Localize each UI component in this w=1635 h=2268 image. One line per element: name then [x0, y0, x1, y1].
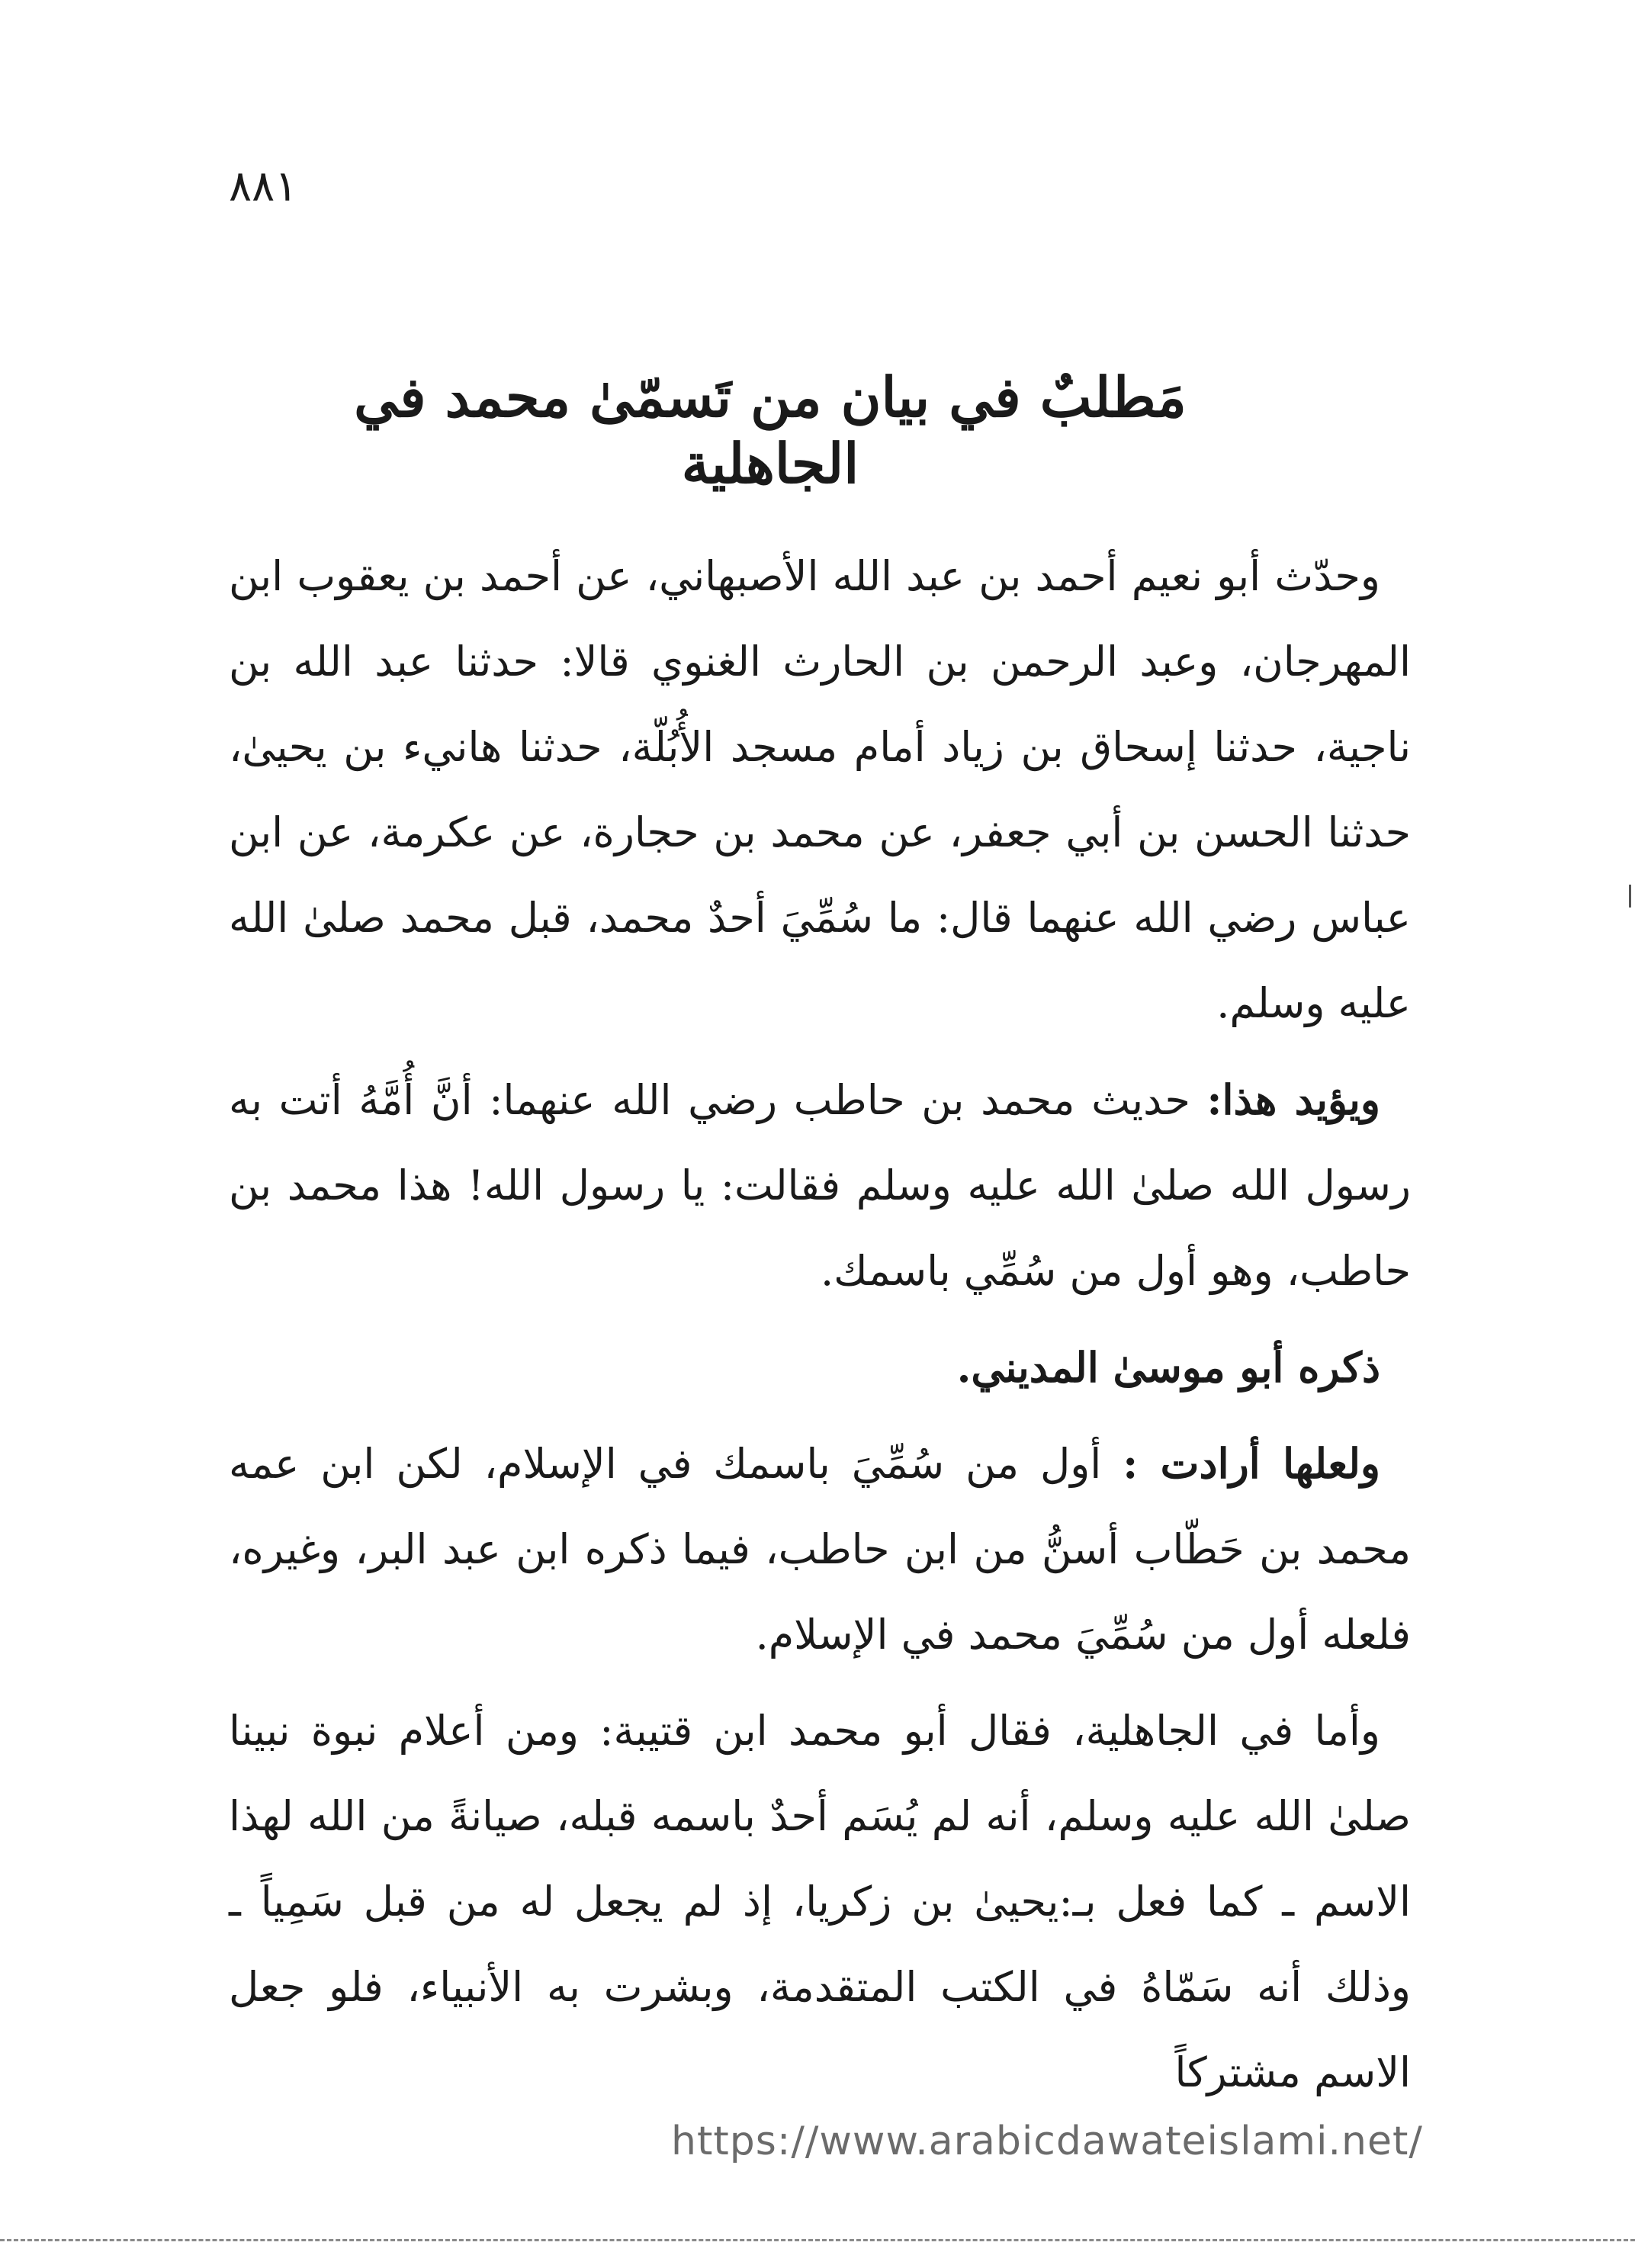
- margin-mark: [1629, 885, 1631, 908]
- paragraph: [229, 1325, 1411, 1410]
- paragraph: [229, 534, 1411, 1046]
- chapter-title: مَطلبٌ في بيان من تَسمّىٰ محمد في الجاهلية: [354, 365, 1187, 496]
- footer-url: https://www.arabicdawateislami.net/: [671, 2119, 1423, 2164]
- paragraph-text: ذكره أبو موسىٰ المديني.: [956, 1343, 1380, 1392]
- paragraph-text: حديث محمد بن حاطب رضي الله عنهما: أنَّ أُمَّهُ أتت به رسول الله صلىٰ الله عليه وسلم فقالت: يا رسول الله! هذا محمد بن حاطب، وهو أول من سُمِّي باسمك.: [229, 1076, 1411, 1295]
- paragraph: [229, 1688, 1411, 2115]
- paragraph-text: وأما في الجاهلية، فقال أبو محمد ابن قتيبة: ومن أعلام نبوة نبينا صلىٰ الله عليه وسلم، أنه لم يُسَم أحدٌ باسمه قبله، صيانةً من الله لهذا الاسم ـ كما فعل بـ:يحيىٰ بن زكريا، إذ لم يجعل له من قبل سَمِياً ـ وذلك أنه سَمّاهُ في الكتب المتقدمة، وبشرت به الأنبياء، فلو جعل الاسم مشتركاً: [229, 1707, 1411, 2096]
- paragraph: [229, 1421, 1411, 1678]
- paragraph-lead: ولعلها أرادت :: [1123, 1439, 1380, 1488]
- paragraph-text: أول من سُمِّيَ باسمك في الإسلام، لكن ابن عمه محمد بن حَطّاب أسنُّ من ابن حاطب، فيما ذكره ابن عبد البر، وغيره، فلعله أول من سُمِّيَ محمد في الإسلام.: [229, 1440, 1411, 1659]
- body-text: [229, 534, 1411, 2126]
- page-number: ٨٨١: [229, 162, 298, 211]
- paragraph-lead: ويؤيد هذا:: [1206, 1075, 1380, 1124]
- paragraph: [229, 1057, 1411, 1314]
- footer-divider: [0, 2239, 1635, 2241]
- paragraph-text: وحدّث أبو نعيم أحمد بن عبد الله الأصبهاني، عن أحمد بن يعقوب ابن المهرجان، وعبد الرحمن بن الحارث الغنوي قالا: حدثنا عبد الله بن ناجية، حدثنا إسحاق بن زياد أمام مسجد الأُبُلّة، حدثنا هانيء بن يحيىٰ، حدثنا الحسن بن أبي جعفر، عن محمد بن حجارة، عن عكرمة، عن ابن عباس رضي الله عنهما قال: ما سُمِّيَ أحدٌ محمد، قبل محمد صلىٰ الله عليه وسلم.: [229, 552, 1411, 1027]
